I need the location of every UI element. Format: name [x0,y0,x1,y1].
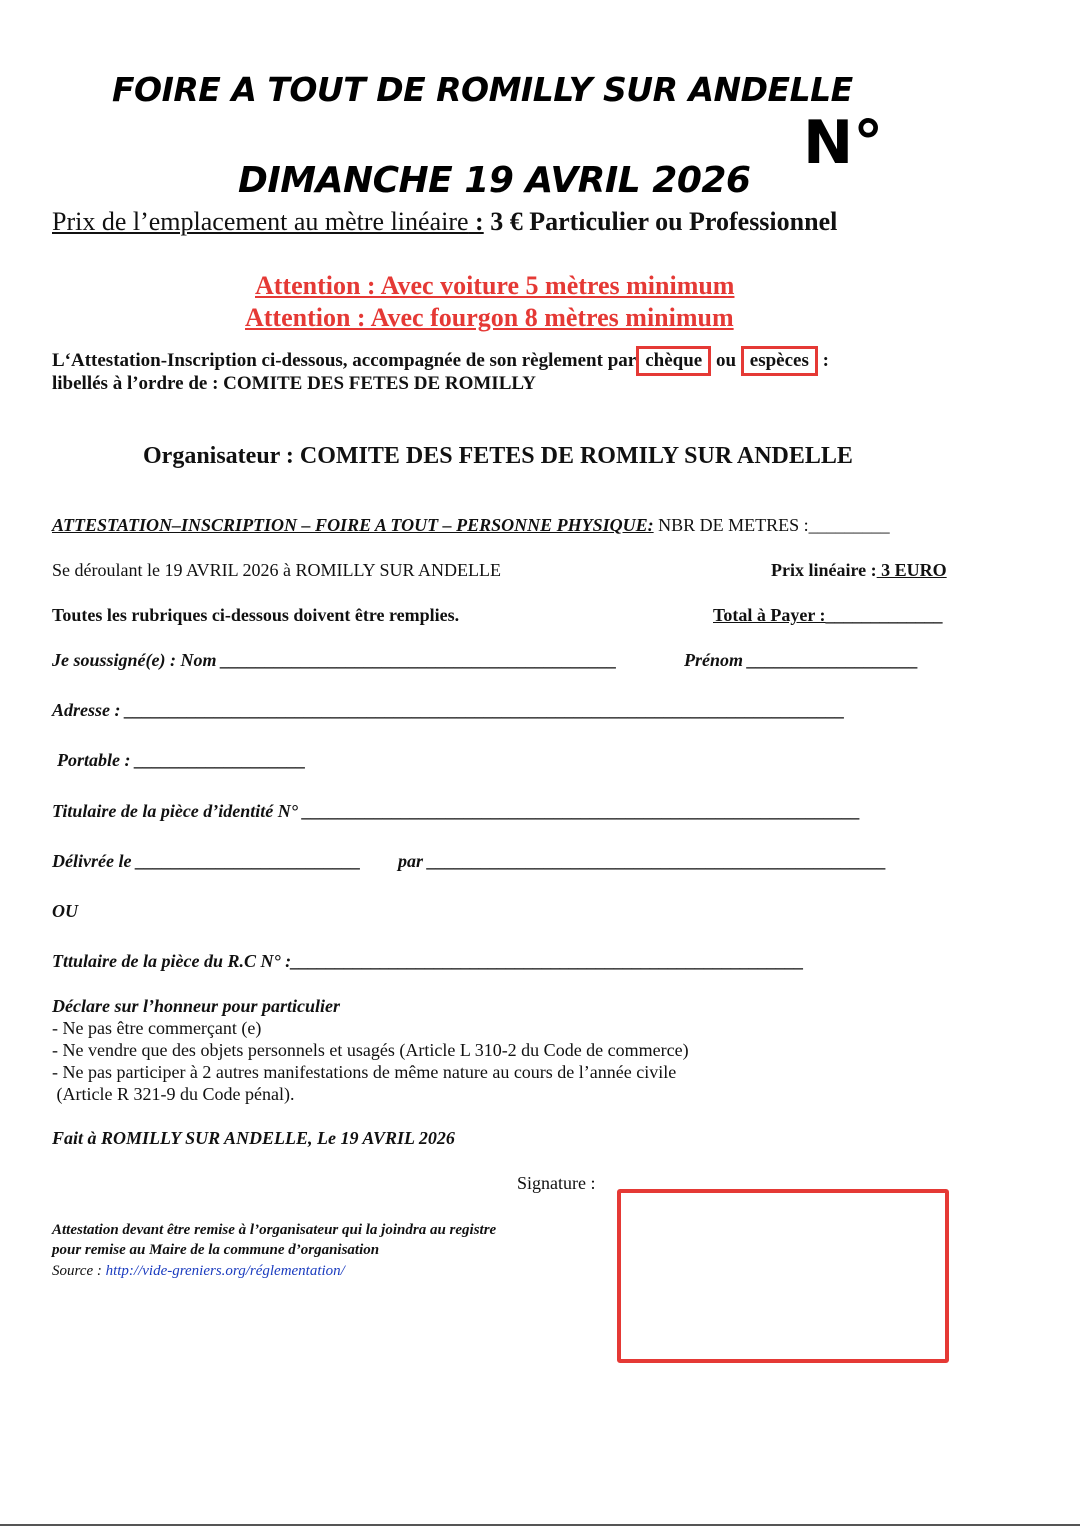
ou-label: OU [52,901,78,921]
piece-identite-field[interactable]: Titulaire de la pièce d’identité N° ______________________________________________________________ [52,801,861,821]
source-label: Source : [52,1263,106,1279]
pricing-label: Prix de l’emplacement au mètre linéaire [52,207,469,236]
par-field[interactable]: par ___________________________________________________ [398,851,887,871]
footer-line-2: pour remise au Maire de la commune d’organisation [52,1242,380,1258]
price-label: Prix linéaire : [771,560,877,580]
total-line [713,605,943,626]
required-note: Toutes les rubriques ci-dessous doivent être remplies. [52,605,460,625]
payment-order-line: libellés à l’ordre de : COMITE DES FETES DE ROMILLY [52,373,537,394]
total-field[interactable]: _____________ [825,605,943,625]
price-value: 3 EURO [876,560,947,580]
event-location: Se déroulant le 19 AVRIL 2026 à ROMILLY SUR ANDELLE [52,560,501,580]
footer-line-1: Attestation devant être remise à l’organisateur qui la joindra au registre [52,1222,497,1238]
form-heading-line [52,515,890,536]
numero-label: N° [803,108,884,178]
price-line [771,560,947,581]
fait-line: Fait à ROMILLY SUR ANDELLE, Le 19 AVRIL 2026 [52,1128,455,1148]
declaration-item: - Ne pas participer à 2 autres manifestations de même nature au cours de l’année civile [52,1062,677,1082]
source-link[interactable]: http://vide-greniers.org/réglementation/ [105,1263,345,1279]
warning-car: Attention : Avec voiture 5 mètres minimum [255,271,735,300]
total-label: Total à Payer : [713,605,826,625]
pricing-line [52,207,837,237]
signature-label: Signature : [517,1173,596,1193]
event-date: DIMANCHE 19 AVRIL 2026 [238,160,751,201]
pricing-colon: : [468,207,484,236]
meters-field[interactable]: NBR DE METRES :_________ [653,515,890,535]
declaration-item: (Article R 321-9 du Code pénal). [52,1084,295,1104]
pricing-value: 3 € Particulier ou Professionnel [483,207,838,236]
signature-box[interactable] [617,1189,949,1363]
payment-text: L‘Attestation-Inscription ci-dessous, accompagnée de son règlement par [52,350,637,371]
declaration-item: - Ne vendre que des objets personnels et usagés (Article L 310-2 du Code de commerce) [52,1040,689,1060]
rc-field[interactable]: Tttulaire de la pièce du R.C N° :_________________________________________________________ [52,951,805,971]
declaration-heading: Déclare sur l’honneur pour particulier [52,996,341,1016]
payment-option-especes: espèces [741,346,818,376]
payment-end: : [822,350,829,371]
delivree-field[interactable]: Délivrée le _________________________ [52,851,361,871]
portable-field[interactable]: Portable : ___________________ [57,750,306,770]
prenom-field[interactable]: Prénom ___________________ [684,650,919,670]
footer-source [52,1263,345,1280]
organizer-line: Organisateur : COMITE DES FETES DE ROMILY SUR ANDELLE [143,443,853,469]
nom-field[interactable]: Je soussigné(e) : Nom ____________________________________________ [52,650,617,670]
payment-option-cheque: chèque [636,346,711,376]
form-heading: ATTESTATION–INSCRIPTION – FOIRE A TOUT – PERSONNE PHYSIQUE: [52,515,654,535]
page-title: FOIRE A TOUT DE ROMILLY SUR ANDELLE [112,70,853,109]
warning-van: Attention : Avec fourgon 8 mètres minimum [245,303,734,332]
adresse-field[interactable]: Adresse : ________________________________________________________________________________ [52,700,845,720]
declaration-item: - Ne pas être commerçant (e) [52,1018,262,1038]
payment-line [52,346,829,376]
payment-or: ou [715,350,737,371]
bottom-divider [0,1524,1080,1526]
